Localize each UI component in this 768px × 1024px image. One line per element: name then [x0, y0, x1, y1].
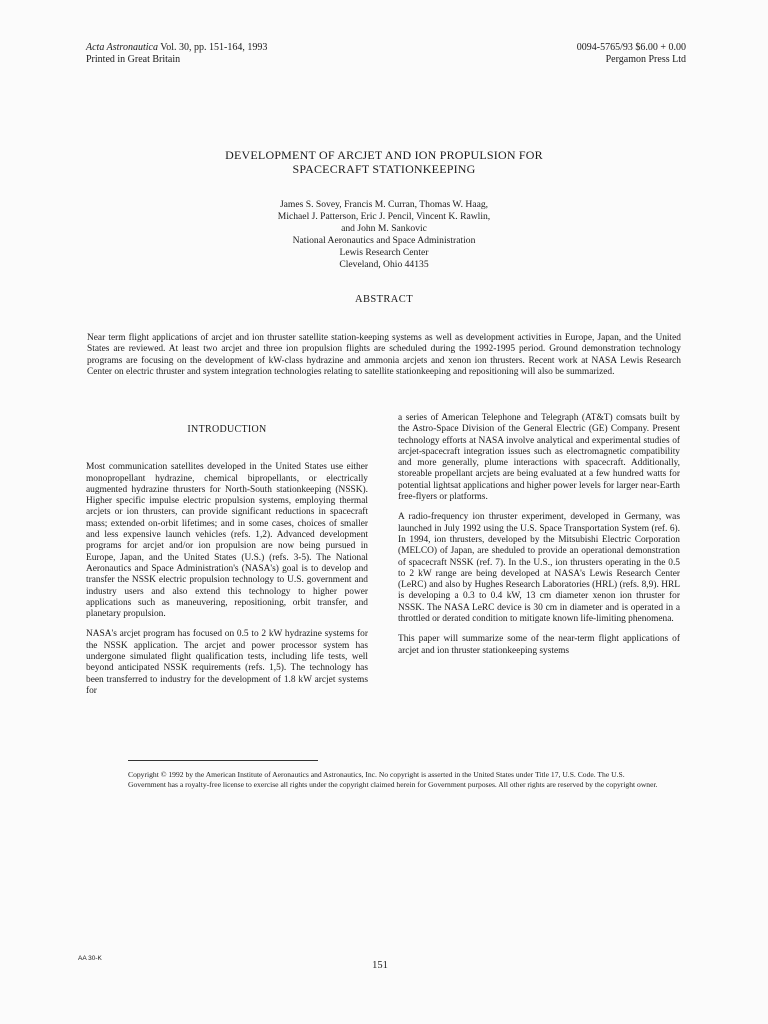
affiliation-line-3: Cleveland, Ohio 44135: [339, 259, 429, 270]
abstract-heading: ABSTRACT: [354, 294, 414, 305]
affiliation-line-1: National Aeronautics and Space Administration: [292, 235, 476, 246]
footnote-divider: [128, 760, 318, 761]
publisher-header: [426, 42, 686, 66]
intro-paragraph-4: A radio-frequency ion thruster experiment, developed in Germany, was launched in July 1992 using the U.S. Space Transportation System (ref. 6). In 1994, ion thrusters, developed by the Mitsubishi Electric Corporation (MELCO) of Japan, are sheduled to provide an operational demonstration of spacecraft NSSK (ref. 7). In the U.S., ion thrusters operating in the 0.5 to 2 kW range are being developed at NASA's Lewis Research Center (LeRC) and also by Hughes Research Laboratories (HRL) (refs. 8,9). HRL is developing a 0.3 to 0.4 kW, 13 cm diameter xenon ion thruster for NSSK. The NASA LeRC device is 30 cm in diameter and is operated in a throttled or derated condition to mitigate known life-limiting phenomena.: [398, 512, 680, 625]
right-column: [398, 413, 680, 666]
volume-pages: Vol. 30, pp. 151-164, 1993: [160, 42, 268, 53]
publisher-name: Pergamon Press Ltd: [605, 54, 686, 65]
intro-paragraph-3: a series of American Telephone and Telegraph (AT&T) comsats built by the Astro-Space Division of the General Electric (GE) Company. Present technology efforts at NASA involve analytical and experimental studies of arcjet-spacecraft integration issues such as electromagnetic compatibility and more generally, plume interactions with spacecraft. Additionally, storeable propellant arcjets are being evaluated at a few hundred watts for potential lightsat applications and higher power levels for larger near-Earth free-flyers or platforms.: [398, 413, 680, 503]
left-column: [86, 424, 368, 706]
abstract-text: Near term flight applications of arcjet and ion thruster satellite station-keeping systems as well as development activities in Europe, Japan, and the United States are reviewed. At least two arcjet and three ion propulsion flights are scheduled during the 1992-1995 period. Ground demonstration technology programs are focusing on the development of kW-class hydrazine and ammonia arcjets and xenon ion thrusters. Recent work at NASA Lewis Research Center on electric thruster and system integration technologies relating to satellite stationkeeping and repositioning will also be summarized.: [87, 333, 681, 378]
introduction-heading: INTRODUCTION: [187, 424, 267, 435]
author-line-3: and John M. Sankovic: [341, 223, 427, 234]
printed-note: Printed in Great Britain: [86, 54, 181, 65]
intro-paragraph-2: NASA's arcjet program has focused on 0.5 to 2 kW hydrazine systems for the NSSK application. The arcjet and power processor system has undergone simulated flight qualification tests, including life tests, well beyond anticipated NSSK requirements (refs. 1,5). The technology has been transferred to industry for the development of 1.8 kW arcjet systems for: [86, 629, 368, 696]
journal-citation: [86, 42, 416, 54]
author-block: [160, 199, 608, 271]
intro-paragraph-5: This paper will summarize some of the near-term flight applications of arcjet and ion thruster stationkeeping systems: [398, 634, 680, 656]
issn-price: 0094-5765/93 $6.00 + 0.00: [576, 42, 686, 53]
intro-paragraph-1: Most communication satellites developed in the United States use either monopropellant hydrazine, chemical bipropellants, or electrically augmented hydrazine thrusters for North-South stationkeeping (NSSK). Higher specific impulse electric propulsion systems, employing thermal arcjets or ion thrusters, can provide significant reductions in spacecraft mass; extended on-orbit lifetimes; and in some cases, choices of smaller and less expensive launch vehicles (refs. 1,2). Advanced development programs for arcjet and/or ion propulsion are now being pursued in Europe, Japan, and the United States (U.S.) (refs. 3-5). The National Aeronautics and Space Administration's (NASA's) goal is to develop and transfer the NSSK electric propulsion technology to U.S. government and industry users and also extend this technology to higher power applications such as maneuvering, repositioning, orbit transfer, and planetary propulsion.: [86, 462, 368, 620]
journal-header: [86, 42, 416, 66]
title-line-2: SPACECRAFT STATIONKEEPING: [292, 162, 476, 176]
affiliation-line-2: Lewis Research Center: [339, 247, 429, 258]
copyright-footnote: Copyright © 1992 by the American Institute of Aeronautics and Astronautics, Inc. No copyright is asserted in the United States under Title 17, U.S. Code. The U.S. Government has a royalty-free license to exercise all rights under the copyright claimed herein for Government purposes. All other rights are reserved by the copyright owner.: [128, 770, 658, 790]
paper-title: [90, 148, 678, 176]
author-line-2: Michael J. Patterson, Eric J. Pencil, Vincent K. Rawlin,: [277, 211, 491, 222]
title-line-1: DEVELOPMENT OF ARCJET AND ION PROPULSION FOR: [225, 148, 543, 162]
print-code: AA 30-K: [78, 955, 102, 962]
journal-name: Acta Astronautica: [86, 42, 158, 53]
author-line-1: James S. Sovey, Francis M. Curran, Thomas W. Haag,: [279, 199, 489, 210]
page-number: 151: [372, 960, 388, 971]
